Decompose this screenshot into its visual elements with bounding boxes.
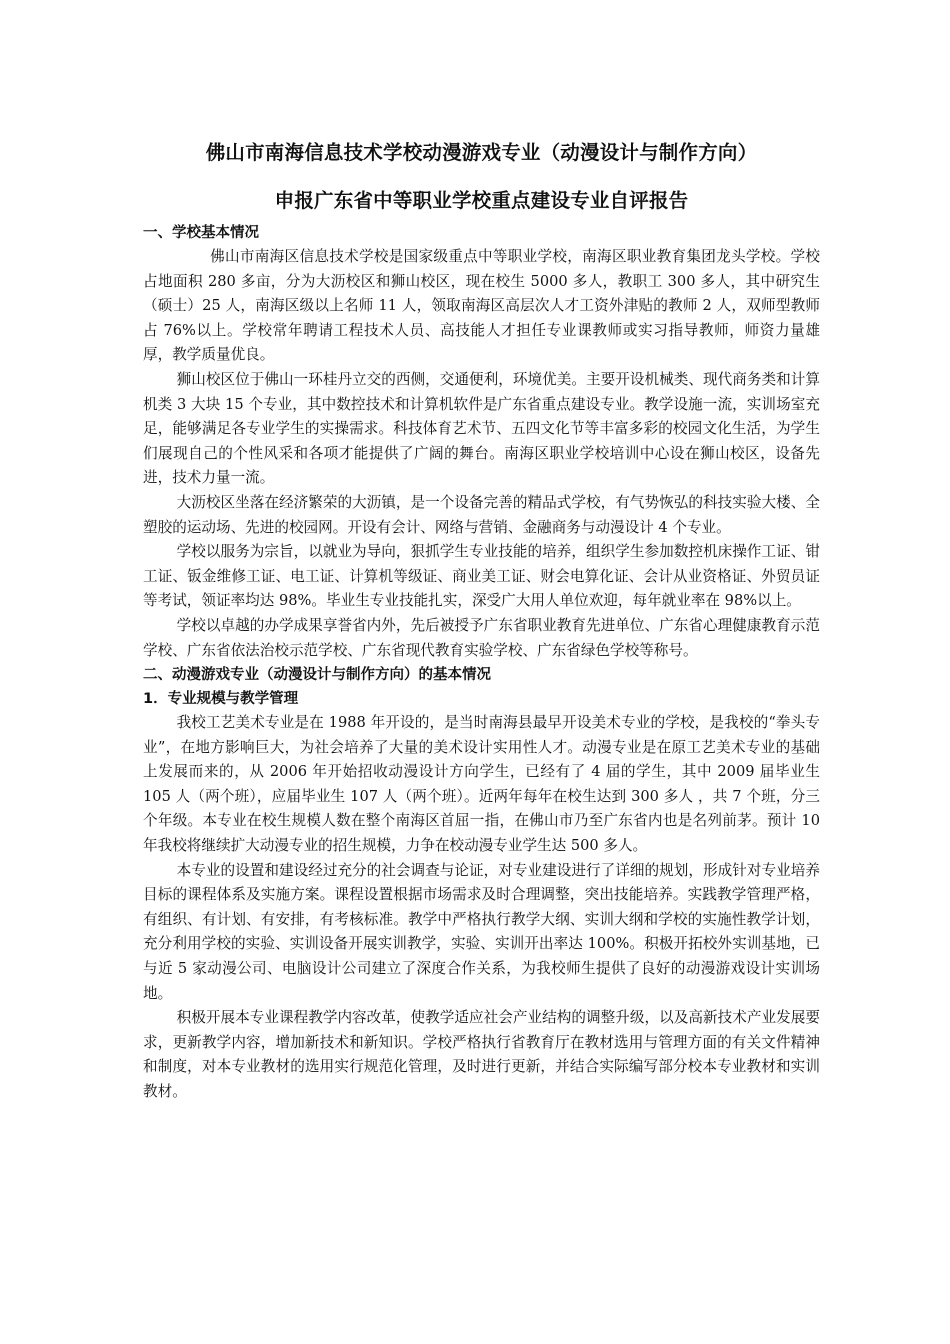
document-title-line-1: 佛山市南海信息技术学校动漫游戏专业（动漫设计与制作方向） (205, 141, 758, 164)
section-1-paragraph: 狮山校区位于佛山一环桂丹立交的西侧，交通便利，环境优美。主要开设机械类、现代商务类和计算机类 3 大块 15 个专业，其中数控技术和计算机软件是广东省重点建设专业。教学设施一流，实训场室充足，能够满足各专业学生的实操需求。科技体育艺术节、五四文化节等丰富多彩的校园文化生活，为学生们展现自己的个性风采和各项才能提供了广阔的舞台。南海区职业学校培训中心设在狮山校区，设备先进，技术力量一流。 (143, 370, 820, 487)
subsection-1-heading: 1．专业规模与教学管理 (143, 691, 299, 708)
section-1-paragraph: 学校以服务为宗旨，以就业为导向，狠抓学生专业技能的培养，组织学生参加数控机床操作工证、钳工证、钣金维修工证、电工证、计算机等级证、商业美工证、财会电算化证、会计从业资格证、外贸员证等考试，领证率均达 98%。毕业生专业技能扎实，深受广大用人单位欢迎，每年就业率在 98%以上。 (143, 543, 820, 610)
section-2-heading: 二、动漫游戏专业（动漫设计与制作方向）的基本情况 (143, 667, 491, 684)
subsection-1-paragraph: 本专业的设置和建设经过充分的社会调查与论证，对专业建设进行了详细的规划，形成针对专业培养目标的课程体系及实施方案。课程设置根据市场需求及时合理调整，突出技能培养。实践教学管理严格，有组织、有计划、有安排，有考核标准。教学中严格执行教学大纲、实训大纲和学校的实施性教学计划，充分利用学校的实验、实训设备开展实训教学，实验、实训开出率达 100%。积极开拓校外实训基地，已与近 5 家动漫公司、电脑设计公司建立了深度合作关系，为我校师生提供了良好的动漫游戏设计实训场地。 (143, 861, 820, 1002)
section-1-paragraph: 学校以卓越的办学成果享誉省内外，先后被授予广东省职业教育先进单位、广东省心理健康教育示范学校、广东省依法治校示范学校、广东省现代教育实验学校、广东省绿色学校等称号。 (143, 616, 820, 659)
subsection-1-paragraph: 积极开展本专业课程教学内容改革，使教学适应社会产业结构的调整升级，以及高新技术产业发展要求，更新教学内容，增加新技术和新知识。学校严格执行省教育厅在教材选用与管理方面的有关文件精神和制度，对本专业教材的选用实行规范化管理，及时进行更新，并结合实际编写部分校本专业教材和实训教材。 (143, 1009, 820, 1100)
subsection-1-paragraph: 我校工艺美术专业是在 1988 年开设的，是当时南海县最早开设美术专业的学校，是我校的“拳头专业”，在地方影响巨大，为社会培养了大量的美术设计实用性人才。动漫专业是在原工艺美术专业的基础上发展而来的，从 2006 年开始招收动漫设计方向学生，已经有了 4 届的学生，其中 2009 届毕业生 105 人（两个班），应届毕业生 107 人（两个班）。近两年每年在校生达到 300 多人 ，共 7 个班，分三个年级。本专业在校生规模人数在整个南海区首屈一指，在佛山市乃至广东省内也是名列前茅。预计 10 年我校将继续扩大动漫专业的招生规模，力争在校动漫专业学生达 500 多人。 (143, 714, 820, 855)
section-1-paragraph: 大沥校区坐落在经济繁荣的大沥镇，是一个设备完善的精品式学校，有气势恢弘的科技实验大楼、全塑胶的运动场、先进的校园网。开设有会计、网络与营销、金融商务与动漫设计 4 个专业。 (143, 493, 820, 536)
document-title-line-2: 申报广东省中等职业学校重点建设专业自评报告 (274, 189, 689, 212)
section-1-paragraph: 佛山市南海区信息技术学校是国家级重点中等职业学校，南海区职业教育集团龙头学校。学校占地面积 280 多亩，分为大沥校区和狮山校区，现在校生 5000 多人，教职工 300 多人，其中研究生（硕士）25 人，南海区级以上名师 11 人，领取南海区高层次人才工资外津贴的教师 2 人，双师型教师占 76%以上。学校常年聘请工程技术人员、高技能人才担任专业课教师或实习指导教师，师资力量雄厚，教学质量优良。 (143, 248, 820, 364)
section-1-heading: 一、学校基本情况 (143, 225, 259, 241)
